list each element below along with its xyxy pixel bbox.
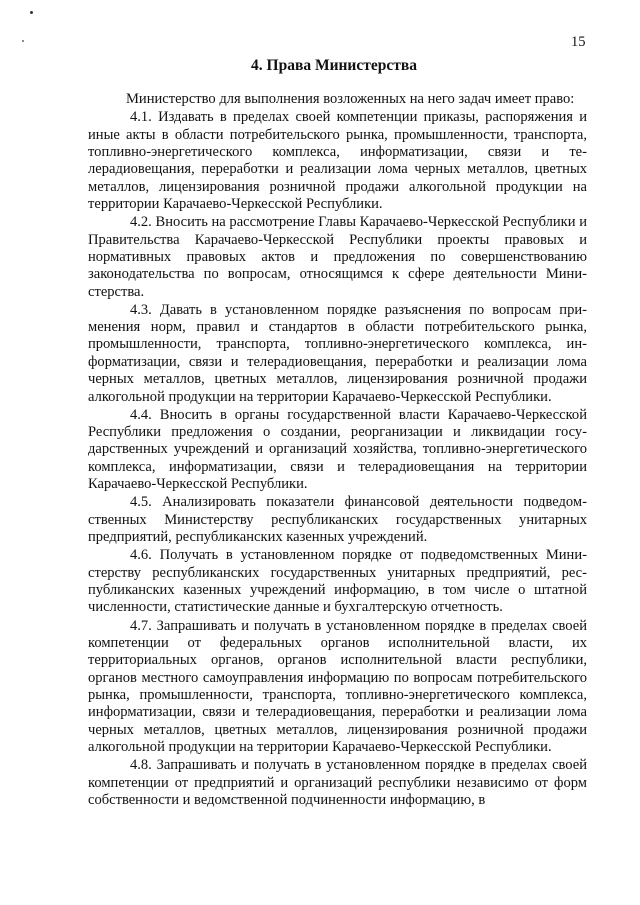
document-body (88, 91, 587, 809)
item-4-4: 4.4. Вносить в органы государственной власти Карачаево-Черкесской Республики предложения о создании, реорганизации и ликвидации государственных учреждений и организаций хозяйства, топливно-энергетического комплекса, информатизации, связи и телерадиовещания на территории Карачаево-Черкесской Республики. (88, 406, 587, 493)
item-4-8: 4.8. Запрашивать и получать в установленном порядке в пределах своей компетенции от предприятий и организаций республики независимо от форм собственности и ведомственной подчиненности информацию, в (88, 757, 587, 808)
item-4-7: 4.7. Запрашивать и получать в установленном порядке в пределах своей компетенции от федеральных органов исполнительной власти, их территориальных органов, органов исполнительной власти республики, органов местного самоуправления информацию по вопросам потребительского рынка, промышленности, транспорта, топливно-энергетического комплекса, информатизации, связи и телерадиовещания, переработки и реализации лома черных металлов, цветных металлов, лицензирования розничной продажи алкогольной продукции на территории Карачаево-Черкесской Республики. (88, 617, 587, 755)
intro-paragraph: Министерство для выполнения возложенных на него задач имеет право: (126, 91, 575, 107)
item-4-6: 4.6. Получать в установленном порядке от подведомственных Министерству республиканских государственных унитарных предприятий, республиканских казенных учреждений информацию, в том числе о штатной численности, статистические данные и бухгалтерскую отчетность. (88, 547, 587, 616)
section-title: 4. Права Министерства (251, 57, 417, 74)
page-number: 15 (571, 34, 586, 50)
item-4-1: 4.1. Издавать в пределах своей компетенции приказы, распоряжения и иные акты в области потребительского рынка, промышленности, транспорта, топливно-энергетического комплекса, информатизации, связи и телерадиовещания, переработки и реализации лома черных металлов, цветных металлов, лицензирования розничной продажи алкогольной продукции на территории Карачаево-Черкесской Республики. (88, 109, 587, 212)
item-4-3: 4.3. Давать в установленном порядке разъяснения по вопросам применения норм, правил и стандартов в области потребительского рынка, промышленности, транспорта, топливно-энергетического комплекса, информатизации, связи и телерадиовещания, переработки и реализации лома черных металлов, цветных металлов, лицензирования розничной продажи алкогольной продукции на территории Карачаево-Черкесской Республики. (88, 301, 587, 405)
scan-speck-small (22, 40, 24, 42)
item-4-5: 4.5. Анализировать показатели финансовой деятельности подведомственных Министерству республиканских государственных унитарных предприятий, республиканских казенных учреждений. (88, 494, 587, 546)
item-4-2: 4.2. Вносить на рассмотрение Главы Карачаево-Черкесской Республики и Правительства Карачаево-Черкесской Республики проекты правовых и нормативных правовых актов и предложения по совершенствованию законодательства по вопросам, относящимся к сфере деятельности Министерства. (88, 214, 587, 300)
scan-speck (30, 11, 33, 14)
